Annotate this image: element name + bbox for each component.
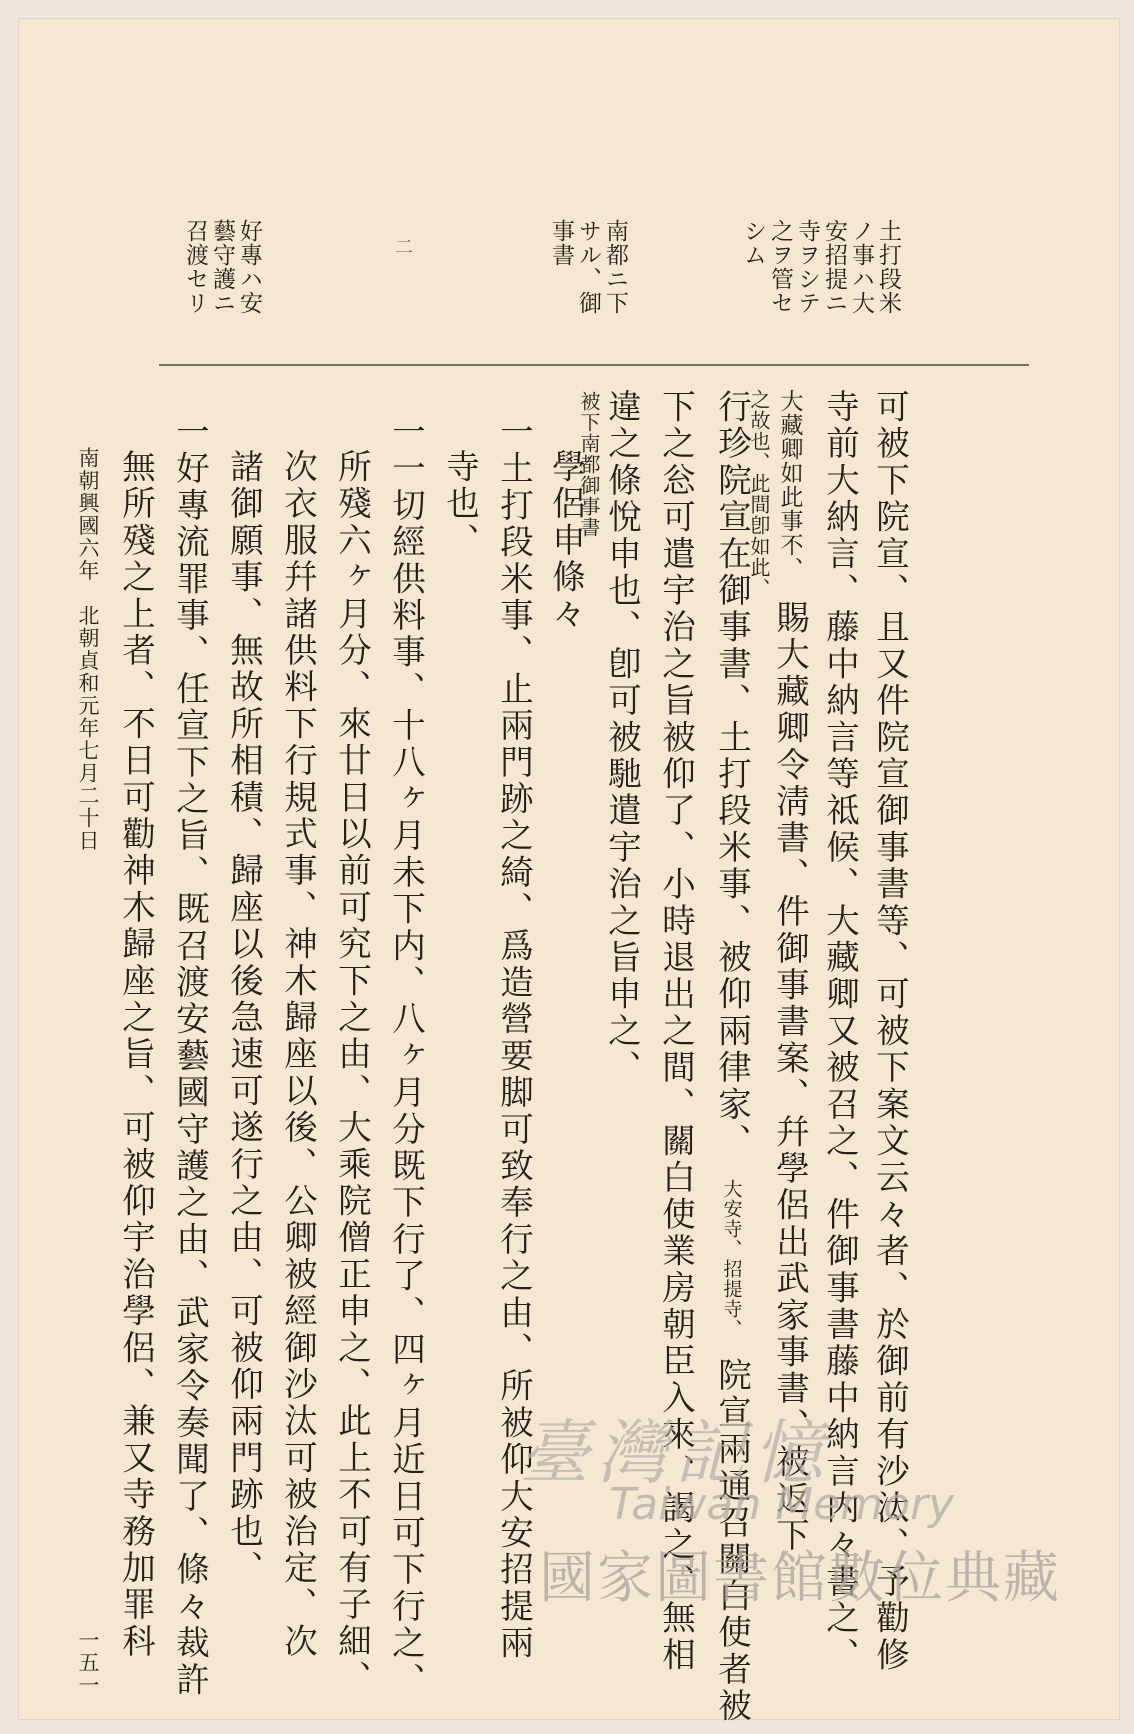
watermark-institution: 國家圖書館數位典藏 <box>539 1546 1061 1611</box>
header-divider <box>159 364 1029 366</box>
watermark-logo: 臺灣記憶 <box>519 1412 831 1494</box>
inline-annotation: 之故也、此間卽如此、 <box>747 389 771 599</box>
margin-note: 好專ハ安 藝守護ニ 召渡セリ <box>182 219 262 315</box>
margin-note: 土打段米 ノ事ハ大 安招提ニ 寺ヲシテ 之ヲ管セ シム <box>740 219 901 315</box>
text-segment: 行珍院宣在御事書、土打段米事、被仰兩律家、 <box>712 389 752 1160</box>
text-line: 所殘六ヶ月分、來廿日以前可究下之由、大乘院僧正申之、此上不可有子細、 <box>332 449 372 1697</box>
text-segment: 寺前大納言、藤中納言等祗候、大藏卿又被召之、件御事書藤中納言内々書之、 <box>820 389 860 1674</box>
text-line: 諸御願事、無故所相積、歸座以後急速可遂行之由、可被仰兩門跡也、 <box>224 449 264 1587</box>
text-line: 違之條悅申也、卽可被馳遣宇治之旨申之、 <box>602 389 642 1087</box>
page-number: 一五一 <box>76 1629 100 1697</box>
text-line: 可被下院宣、且又件院宣御事書等、可被下案文云々者、於御前有沙汰、予勸修 <box>870 389 910 1674</box>
inline-annotation: 大藏卿如此事不、 <box>776 389 803 581</box>
subheading-note: 被下南都御事書 <box>577 391 601 538</box>
watermark-logo-en: Taiwan Memory <box>609 1479 955 1530</box>
text-line-composite <box>770 389 810 1555</box>
margin-note: 南都ニ下 サル、御 事書 <box>548 219 628 315</box>
text-segment: 院宣兩通召關白使者被 <box>712 1357 752 1725</box>
text-line: 無所殘之上者、不日可勸神木歸座之旨、可被仰宇治學侶、兼又寺務加罪科 <box>116 449 156 1661</box>
text-line: 次衣服幷諸供料下行規式事、神木歸座以後、公卿被經御沙汰可被治定、次 <box>278 449 318 1661</box>
inline-annotation: 大安寺、招提寺、 <box>720 1178 743 1339</box>
text-line: 一好專流罪事、任宣下之旨、既召渡安藝國守護之由、武家令奏聞了、條々裁許 <box>170 414 210 1699</box>
editor-mark: 二 <box>392 237 413 256</box>
running-footer: 南朝興國六年 北朝貞和元年七月二十日 <box>76 447 100 852</box>
text-line: 一一切經供料事、十八ヶ月未下内、八ヶ月分既下行了、四ヶ月近日可下行之、 <box>386 414 426 1699</box>
text-line: 一土打段米事、止兩門跡之綺、爲造營要脚可致奉行之由、所被仰大安招提兩 <box>494 414 534 1662</box>
text-line: 寺也、 <box>440 449 480 560</box>
subheading: 學侶申條々 <box>546 449 586 633</box>
document-page <box>18 18 1120 1725</box>
text-segment: 賜大藏卿令淸書、件御事書案、幷學侶出武家事書、被返下 <box>770 600 810 1555</box>
text-line: 下之忩可遣宇治之旨被仰了、小時退出之間、關白使業房朝臣入來、謁之、無相 <box>656 389 696 1674</box>
